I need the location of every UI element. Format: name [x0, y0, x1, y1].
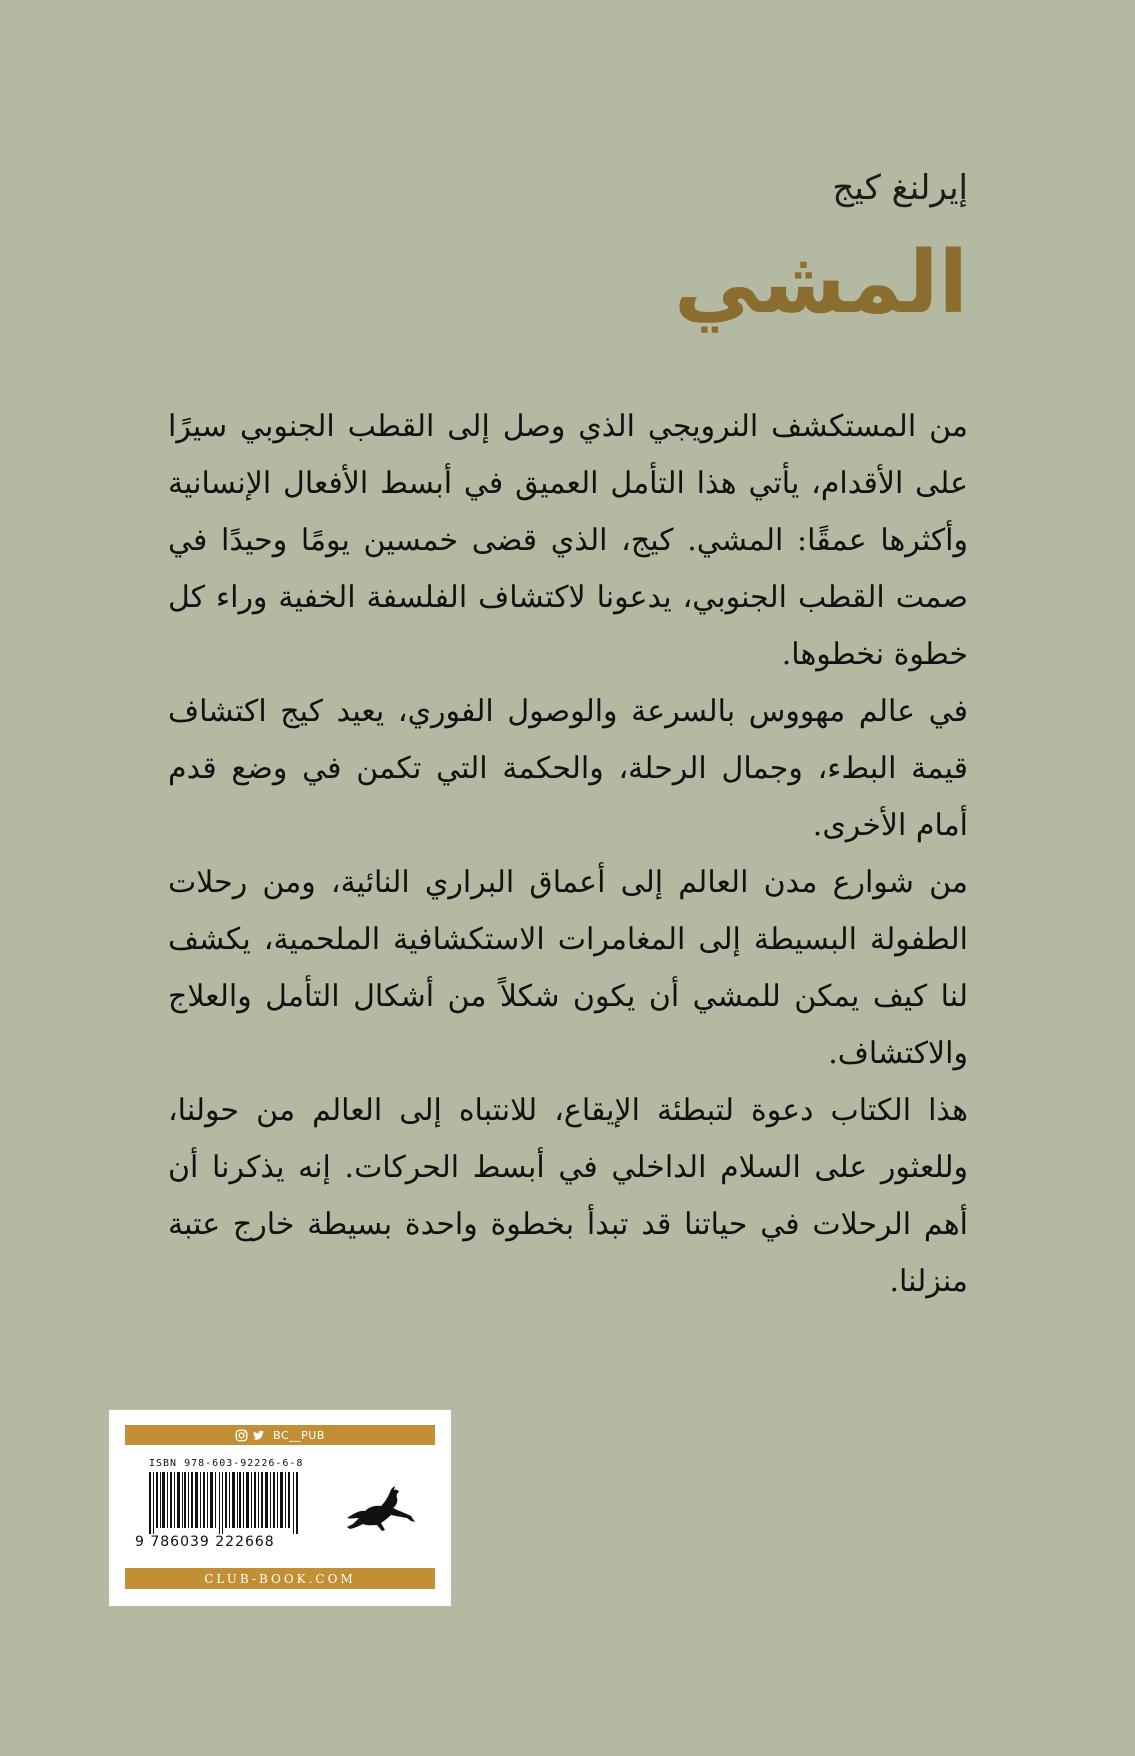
- website-bar: [125, 1568, 435, 1589]
- isbn-digits: 9 786039 222668: [135, 1534, 275, 1550]
- social-handle: BC__PUB: [273, 1428, 325, 1442]
- blurb: [168, 398, 968, 1310]
- social-bar: [125, 1425, 435, 1445]
- blurb-paragraph: هذا الكتاب دعوة لتبطئة الإيقاع، للانتباه إلى العالم من حولنا، وللعثور على السلام الداخلي في أبسط الحركات. إنه يذكرنا أن أهم الرحلات في حياتنا قد تبدأ بخطوة واحدة بسيطة خارج عتبة منزلنا.: [168, 1093, 968, 1299]
- blurb-paragraph: من المستكشف النرويجي الذي وصل إلى القطب الجنوبي سيرًا على الأقدام، يأتي هذا التأمل العميق في أبسط الأفعال الإنسانية وأكثرها عمقًا: المشي. كيج، الذي قضى خمسين يومًا وحيدًا في صمت القطب الجنوبي، يدعونا لاكتشاف الفلسفة الخفية وراء كل خطوة نخطوها.: [168, 409, 968, 672]
- instagram-icon: [235, 1429, 248, 1442]
- book-title: المشي: [674, 233, 968, 333]
- gazelle-logo-icon: [341, 1480, 421, 1540]
- barcode-image: [149, 1472, 299, 1534]
- isbn-label: ISBN 978-603-92226-6-8: [149, 1458, 304, 1469]
- barcode-box: [109, 1410, 451, 1606]
- twitter-icon: [252, 1429, 265, 1442]
- author-name: إيرلنغ كيج: [832, 168, 968, 208]
- blurb-paragraph: في عالم مهووس بالسرعة والوصول الفوري، يعيد كيج اكتشاف قيمة البطء، وجمال الرحلة، والحكمة التي تكمن في وضع قدم أمام الأخرى.: [168, 694, 968, 843]
- website-url: CLUB-BOOK.COM: [204, 1571, 356, 1586]
- blurb-paragraph: من شوارع مدن العالم إلى أعماق البراري النائية، ومن رحلات الطفولة البسيطة إلى المغامرات الاستكشافية الملحمية، يكشف لنا كيف يمكن للمشي أن يكون شكلاً من أشكال التأمل والعلاج والاكتشاف.: [168, 865, 968, 1071]
